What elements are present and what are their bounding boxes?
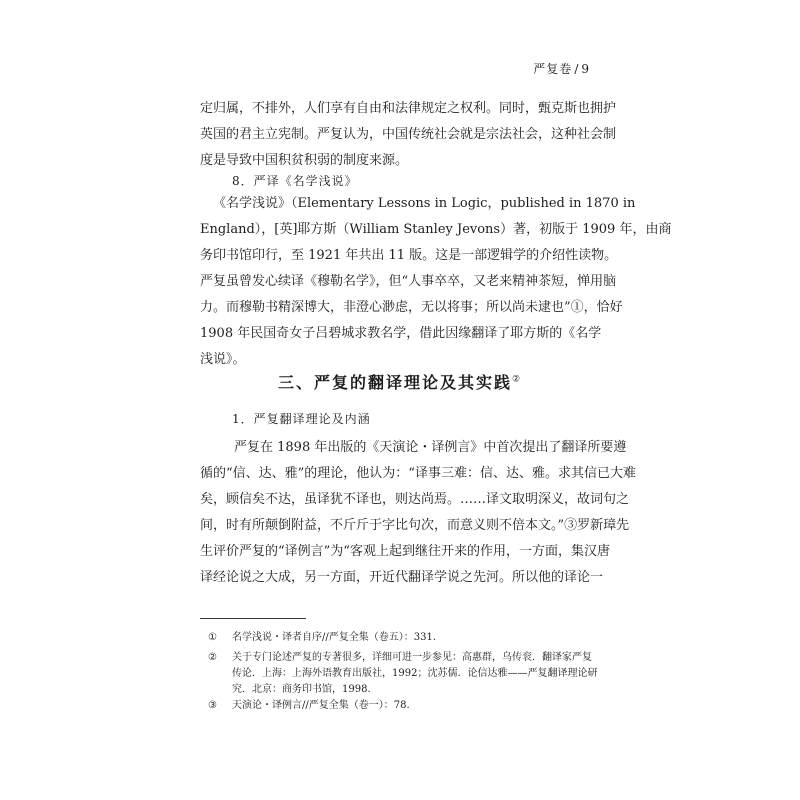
footnote-mark: ② [208,652,217,663]
paragraph-continuation [200,96,617,174]
text-line: 度是导致中国积贫积弱的制度来源。 [200,153,409,168]
text-line: 英国的君主立宪制。严复认为，中国传统社会就是宗法社会，这种社会制 [200,127,617,142]
header-title: 严复卷 [533,62,573,76]
running-header [533,60,590,77]
text-line: 严复虽曾发心续译《穆勒名学》，但“人事卒卒，又老来精神茶短，惮用脑 [200,274,617,289]
paragraph-translation-theory [200,435,636,591]
text-line: 1908 年民国奇女子吕碧城求教名学，借此因缘翻译了耶方斯的《名学 [200,326,602,341]
text-line: 浅说》。 [200,352,246,367]
header-separator: / [574,62,580,76]
footnote-text: 究．北京：商务印书馆，1998. [232,684,371,695]
text-line: 定归属，不排外，人们享有自由和法律规定之权利。同时，甄克斯也拥护 [200,101,617,116]
paragraph-mingxue [200,191,672,373]
text-line: 间，时有所颠倒附益，不斤斤于字比句次，而意义则不倍本文。”③罗新璋先 [200,518,630,533]
subheading-item-8: 8．严译《名学浅说》 [232,174,358,188]
footnote-mark: ③ [208,700,217,711]
page-number: 9 [581,62,590,76]
text-line: 《名学浅说》（Elementary Lessons in Logic，published in 1870 in [213,196,636,211]
footnote-text: 传论．上海：上海外语教育出版社，1992；沈苏儒．论信达雅——严复翻译理论研 [232,668,598,679]
footnote-text: 关于专门论述严复的专著很多，详细可进一步参见：高惠群，乌传衮．翻译家严复 [232,652,592,663]
subheading-item-1: 1．严复翻译理论及内涵 [232,412,371,426]
text-line: England），[英]耶方斯（William Stanley Jevons）著，初版于 1909 年，由商 [200,222,672,237]
footnote-divider [200,618,306,619]
text-line: 循的“信、达、雅”的理论，他认为：“译事三难：信、达、雅。求其信已大难 [200,466,636,481]
footnote-text: 名学浅说・译者自序//严复全集（卷五）：331. [232,632,437,643]
text-line: 务印书馆印行，至 1921 年共出 11 版。这是一部逻辑学的介绍性读物。 [200,248,618,263]
footnote-mark: ① [208,632,217,643]
footnote-text: 天演论・译例言//严复全集（卷一）：78. [232,700,410,711]
text-line: 生评价严复的“译例言”为“客观上起到继往开来的作用，一方面，集汉唐 [200,544,610,559]
text-line: 译经论说之大成，另一方面，开近代翻译学说之先河。所以他的译论一 [200,570,604,585]
section-heading-text: 三、严复的翻译理论及其实践 [277,373,512,392]
footnote-ref: ② [511,374,523,385]
text-line: 力。而穆勒书精深博大，非澄心渺虑，无以将事；所以尚未逮也”①，恰好 [200,300,623,315]
text-line: 严复在 1898 年出版的《天演论・译例言》中首次提出了翻译所要遵 [234,440,627,455]
section-heading [0,370,800,393]
text-line: 矣，顾信矣不达，虽译犹不译也，则达尚焉。……译文取明深义，故词句之 [200,492,630,507]
